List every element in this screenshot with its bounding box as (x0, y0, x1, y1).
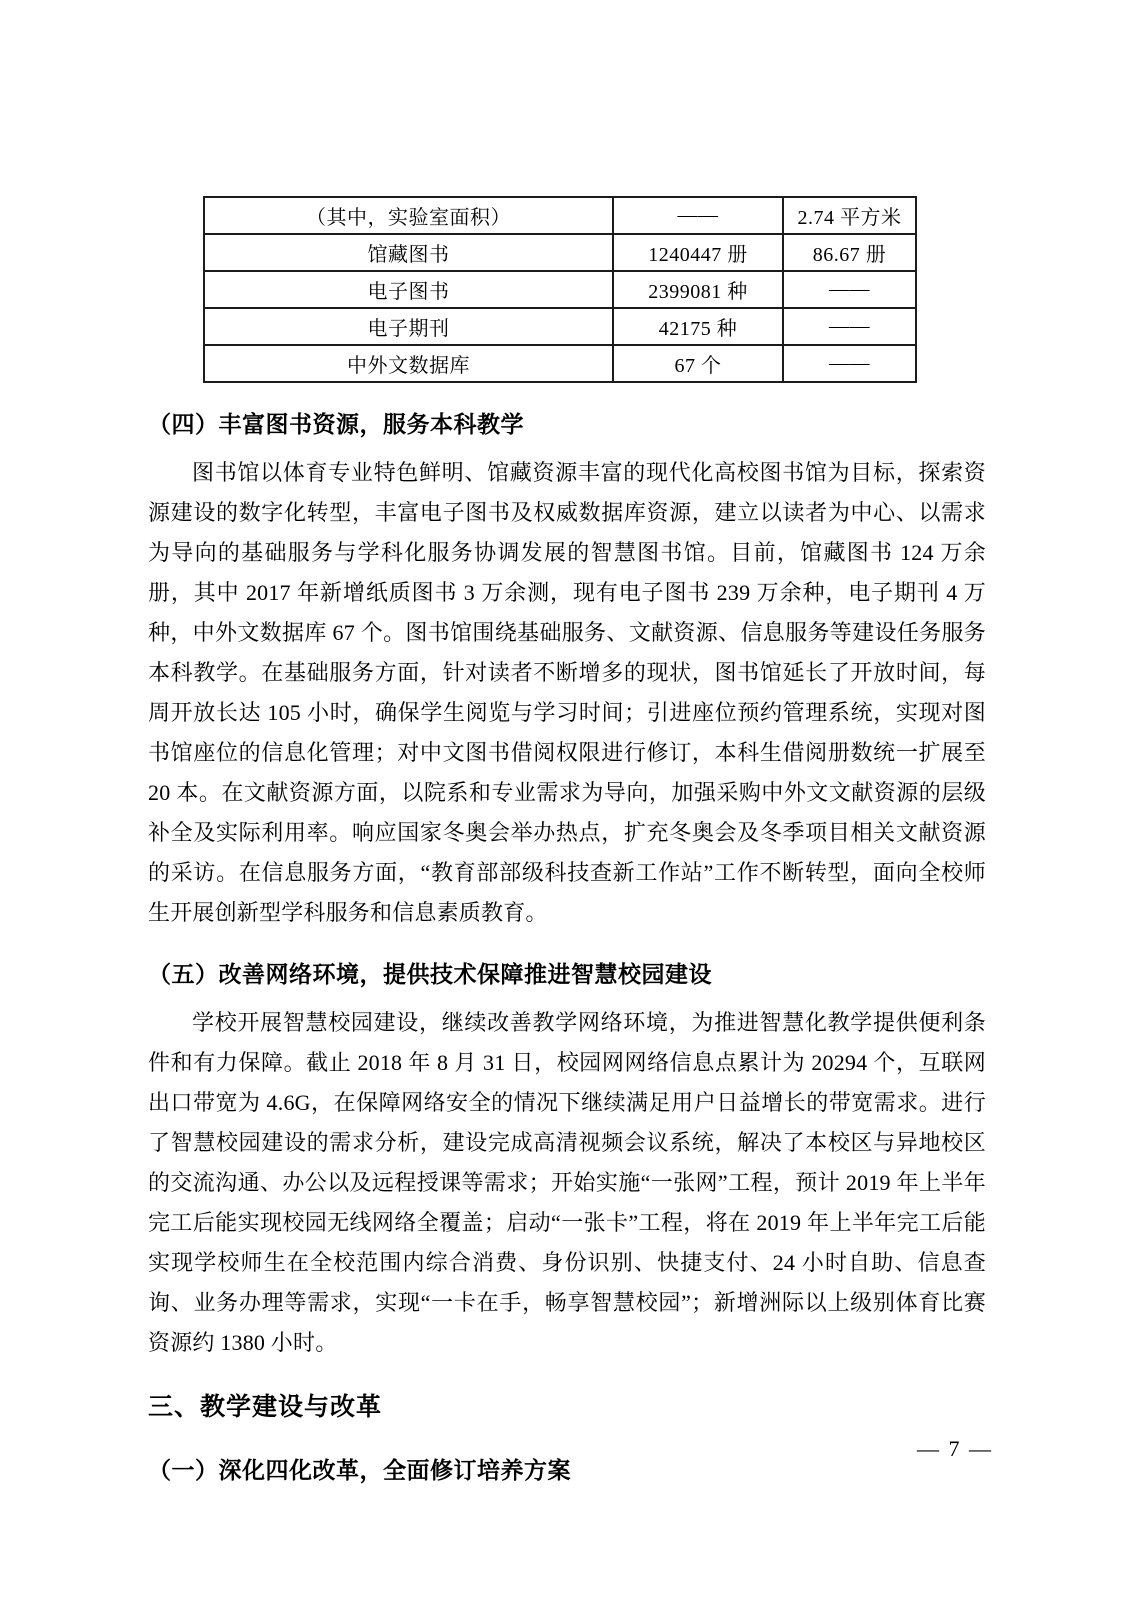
table-row (204, 234, 916, 271)
table-cell-name: 中外文数据库 (204, 345, 613, 382)
section-heading-5: （五）改善网络环境，提供技术保障推进智慧校园建设 (148, 961, 712, 987)
table-cell-per-student: —— (783, 271, 916, 308)
chapter-heading: 三、教学建设与改革 (148, 1393, 383, 1421)
table-cell-name: 电子期刊 (204, 308, 613, 345)
table-cell-per-student: 86.67 册 (783, 234, 916, 271)
table-cell-total: 1240447 册 (613, 234, 783, 271)
section-paragraph-4: 图书馆以体育专业特色鲜明、馆藏资源丰富的现代化高校图书馆为目标，探索资源建设的数字化转型，丰富电子图书及权威数据库资源，建立以读者为中心、以需求为导向的基础服务与学科化服务协调发展的智慧图书馆。目前，馆藏图书 124 万余册，其中 2017 年新增纸质图书 3 万余测，现有电子图书 239 万余种，电子期刊 4 万种，中外文数据库 67 个。图书馆围绕基础服务、文献资源、信息服务等建设任务服务本科教学。在基础服务方面，针对读者不断增多的现状，图书馆延长了开放时间，每周开放长达 105 小时，确保学生阅览与学习时间；引进座位预约管理系统，实现对图书馆座位的信息化管理；对中文图书借阅权限进行修订，本科生借阅册数统一扩展至 20 本。在文献资源方面，以院系和专业需求为导向，加强采购中外文文献资源的层级补全及实际利用率。响应国家冬奥会举办热点，扩充冬奥会及冬季项目相关文献资源的采访。在信息服务方面，“教育部部级科技查新工作站”工作不断转型，面向全校师生开展创新型学科服务和信息素质教育。 (148, 460, 986, 925)
page-number: — 7 — (917, 1436, 993, 1461)
table-row (204, 197, 916, 234)
table-cell-per-student: 2.74 平方米 (783, 197, 916, 234)
table-row (204, 345, 916, 382)
table-cell-total: 2399081 种 (613, 271, 783, 308)
table-cell-per-student: —— (783, 345, 916, 382)
library-resources-table (203, 196, 917, 383)
table-cell-total: —— (613, 197, 783, 234)
subsection-heading: （一）深化四化改革，全面修订培养方案 (148, 1457, 571, 1483)
table-cell-name: 馆藏图书 (204, 234, 613, 271)
table-row (204, 271, 916, 308)
table-cell-total: 67 个 (613, 345, 783, 382)
table-cell-name: （其中，实验室面积） (204, 197, 613, 234)
table-cell-total: 42175 种 (613, 308, 783, 345)
table-row (204, 308, 916, 345)
page-content (148, 196, 986, 1486)
section-paragraph-5: 学校开展智慧校园建设，继续改善教学网络环境，为推进智慧化教学提供便利条件和有力保障。截止 2018 年 8 月 31 日，校园网网络信息点累计为 20294 个，互联网出口带宽为 4.6G，在保障网络安全的情况下继续满足用户日益增长的带宽需求。进行了智慧校园建设的需求分析，建设完成高清视频会议系统，解决了本校区与异地校区的交流沟通、办公以及远程授课等需求；开始实施“一张网”工程，预计 2019 年上半年完工后能实现校园无线网络全覆盖；启动“一张卡”工程，将在 2019 年上半年完工后能实现学校师生在全校范围内综合消费、身份识别、快捷支付、24 小时自助、信息查询、业务办理等需求，实现“一卡在手，畅享智慧校园”；新增洲际以上级别体育比赛资源约 1380 小时。 (148, 1010, 986, 1355)
table-cell-name: 电子图书 (204, 271, 613, 308)
table-cell-per-student: —— (783, 308, 916, 345)
section-heading-4: （四）丰富图书资源，服务本科教学 (148, 411, 524, 437)
